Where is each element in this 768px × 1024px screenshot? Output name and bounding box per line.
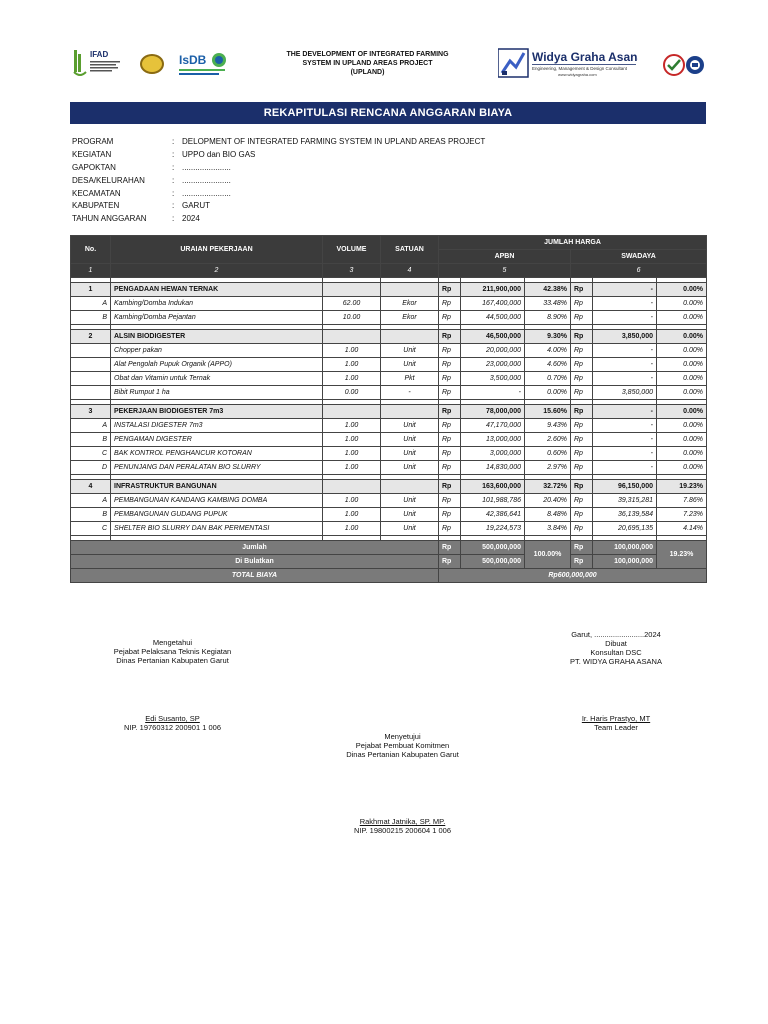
sig-right-name: Ir. Haris Prastyo, MT <box>581 714 651 723</box>
item-apbn: 42,386,641 <box>461 508 525 522</box>
currency-label: Rp <box>439 358 461 372</box>
summary-dibulatkan-swadaya: 100,000,000 <box>593 555 657 569</box>
table-row <box>71 433 707 447</box>
page-title-banner: REKAPITULASI RENCANA ANGGARAN BIAYA <box>70 102 706 124</box>
item-swadaya-pct: 4.14% <box>657 522 707 536</box>
col-number: 6 <box>571 264 707 278</box>
total-label: TOTAL BIAYA <box>71 569 439 583</box>
item-apbn: 20,000,000 <box>461 344 525 358</box>
info-value: GARUT <box>182 201 210 211</box>
summary-dibulatkan-row <box>71 555 707 569</box>
col-number: 1 <box>71 264 111 278</box>
item-code: A <box>71 297 111 311</box>
item-apbn: 23,000,000 <box>461 358 525 372</box>
item-swadaya: 36,139,584 <box>593 508 657 522</box>
project-title <box>270 50 465 77</box>
section-apbn: 163,600,000 <box>461 480 525 494</box>
item-code: B <box>71 508 111 522</box>
header-uraian: URAIAN PEKERJAAN <box>111 236 323 264</box>
info-colon: : <box>172 162 175 172</box>
sig-right-line1: Dibuat <box>605 639 627 648</box>
item-swadaya: - <box>593 419 657 433</box>
item-apbn-pct: 4.00% <box>525 344 571 358</box>
item-swadaya: 3,850,000 <box>593 386 657 400</box>
info-colon: : <box>172 137 175 146</box>
summary-dibulatkan-apbn: 500,000,000 <box>461 555 525 569</box>
currency-label: Rp <box>439 433 461 447</box>
project-title-line: THE DEVELOPMENT OF INTEGRATED FARMING <box>286 51 449 58</box>
item-apbn: 47,170,000 <box>461 419 525 433</box>
table-row <box>71 372 707 386</box>
item-name: PENUNJANG DAN PERALATAN BIO SLURRY <box>111 461 323 475</box>
item-volume: 10.00 <box>323 311 381 325</box>
item-apbn-pct: 9.43% <box>525 419 571 433</box>
item-swadaya-pct: 0.00% <box>657 419 707 433</box>
item-code: B <box>71 311 111 325</box>
info-value: UPPO dan BIO GAS <box>182 149 256 159</box>
sig-center-line2: Pejabat Pembuat Komitmen <box>355 741 450 750</box>
sig-center-name: Rakhmat Jatnika, SP. MP. <box>359 817 446 826</box>
sig-left-nip: NIP. 19760312 200901 1 006 <box>123 723 222 732</box>
col-number: 2 <box>111 264 323 278</box>
wga-logo <box>498 47 638 79</box>
header-no: No. <box>71 236 111 264</box>
section-satuan <box>381 480 439 494</box>
table-row <box>71 311 707 325</box>
item-apbn-pct: 8.48% <box>525 508 571 522</box>
info-value: ...................... <box>182 162 231 172</box>
info-label: KABUPATEN <box>72 201 120 211</box>
section-apbn-pct: 9.30% <box>525 330 571 344</box>
info-label: PROGRAM <box>72 137 114 146</box>
table-row <box>71 494 707 508</box>
header-jumlah-harga: JUMLAH HARGA <box>439 236 707 250</box>
item-satuan: Unit <box>381 494 439 508</box>
currency-label: Rp <box>571 372 593 386</box>
info-value: 2024 <box>182 214 200 224</box>
total-value: Rp600,000,000 <box>439 569 707 583</box>
item-apbn: - <box>461 386 525 400</box>
isdb-logo <box>177 50 229 78</box>
item-code: D <box>71 461 111 475</box>
item-apbn: 44,500,000 <box>461 311 525 325</box>
item-name: PENGAMAN DIGESTER <box>111 433 323 447</box>
currency-label: Rp <box>571 508 593 522</box>
government-seal-icon <box>140 54 164 74</box>
item-apbn: 167,400,000 <box>461 297 525 311</box>
item-satuan: Unit <box>381 461 439 475</box>
certification-badge-icon <box>662 53 706 77</box>
info-colon: : <box>172 149 175 159</box>
currency-label: Rp <box>439 461 461 475</box>
section-swadaya: - <box>593 283 657 297</box>
info-value: DELOPMENT OF INTEGRATED FARMING SYSTEM IN UPLAND AREAS PROJECT <box>182 137 486 146</box>
item-apbn: 19,224,573 <box>461 522 525 536</box>
item-name: Chopper pakan <box>111 344 323 358</box>
section-swadaya: 3,850,000 <box>593 330 657 344</box>
sig-center-nip: NIP. 19800215 200604 1 006 <box>353 826 452 835</box>
currency-label: Rp <box>439 541 461 555</box>
currency-label: Rp <box>439 419 461 433</box>
currency-label: Rp <box>571 358 593 372</box>
sig-right-role: Team Leader <box>594 723 638 732</box>
item-code: B <box>71 433 111 447</box>
info-value: ...................... <box>182 188 231 198</box>
item-volume: 62.00 <box>323 297 381 311</box>
col-number: 4 <box>381 264 439 278</box>
project-title-line: (UPLAND) <box>350 69 385 76</box>
section-no: 4 <box>71 480 111 494</box>
table-row <box>71 358 707 372</box>
item-code <box>71 344 111 358</box>
section-satuan <box>381 283 439 297</box>
currency-label: Rp <box>439 344 461 358</box>
info-colon: : <box>172 175 175 185</box>
info-label: KECAMATAN <box>72 188 121 198</box>
item-swadaya: 39,315,281 <box>593 494 657 508</box>
section-swadaya-pct: 19.23% <box>657 480 707 494</box>
item-name: BAK KONTROL PENGHANCUR KOTORAN <box>111 447 323 461</box>
currency-label: Rp <box>571 419 593 433</box>
isdb-name: IsDB <box>179 53 207 67</box>
item-name: Kambing/Domba Pejantan <box>111 311 323 325</box>
currency-label: Rp <box>571 541 593 555</box>
section-row <box>71 405 707 419</box>
signature-left <box>100 638 245 665</box>
item-apbn-pct: 33.48% <box>525 297 571 311</box>
section-no: 3 <box>71 405 111 419</box>
item-satuan: Ekor <box>381 297 439 311</box>
header-satuan: SATUAN <box>381 236 439 264</box>
currency-label: Rp <box>571 297 593 311</box>
wga-url: www.widyagraha.com <box>558 72 597 77</box>
currency-label: Rp <box>571 433 593 447</box>
item-swadaya: - <box>593 297 657 311</box>
table-row <box>71 297 707 311</box>
info-label: GAPOKTAN <box>72 162 116 172</box>
currency-label: Rp <box>439 508 461 522</box>
info-colon: : <box>172 214 175 224</box>
signature-left-name <box>100 714 245 732</box>
item-name: Bibit Rumput 1 ha <box>111 386 323 400</box>
item-name: PEMBANGUNAN KANDANG KAMBING DOMBA <box>111 494 323 508</box>
item-swadaya-pct: 0.00% <box>657 344 707 358</box>
item-swadaya: 20,695,135 <box>593 522 657 536</box>
item-swadaya: - <box>593 344 657 358</box>
signature-center <box>330 732 475 759</box>
section-apbn: 78,000,000 <box>461 405 525 419</box>
info-label: TAHUN ANGGARAN <box>72 214 147 224</box>
item-name: INSTALASI DIGESTER 7m3 <box>111 419 323 433</box>
item-apbn-pct: 4.60% <box>525 358 571 372</box>
signature-right <box>548 630 684 666</box>
item-swadaya: - <box>593 433 657 447</box>
section-volume <box>323 330 381 344</box>
section-swadaya: 96,150,000 <box>593 480 657 494</box>
item-code: A <box>71 494 111 508</box>
item-satuan: Unit <box>381 447 439 461</box>
item-apbn-pct: 0.00% <box>525 386 571 400</box>
summary-jumlah-swadaya: 100,000,000 <box>593 541 657 555</box>
currency-label: Rp <box>439 447 461 461</box>
currency-label: Rp <box>439 405 461 419</box>
section-swadaya-pct: 0.00% <box>657 330 707 344</box>
item-volume: 1.00 <box>323 461 381 475</box>
signature-right-name <box>548 714 684 732</box>
currency-label: Rp <box>439 283 461 297</box>
item-apbn: 101,988,786 <box>461 494 525 508</box>
section-volume <box>323 480 381 494</box>
currency-label: Rp <box>439 311 461 325</box>
item-code <box>71 372 111 386</box>
item-volume: 1.00 <box>323 372 381 386</box>
item-apbn-pct: 0.70% <box>525 372 571 386</box>
item-satuan: Unit <box>381 419 439 433</box>
section-row <box>71 480 707 494</box>
info-colon: : <box>172 188 175 198</box>
item-apbn-pct: 3.84% <box>525 522 571 536</box>
item-swadaya-pct: 7.23% <box>657 508 707 522</box>
item-code: C <box>71 522 111 536</box>
currency-label: Rp <box>571 555 593 569</box>
item-satuan: Unit <box>381 344 439 358</box>
item-volume: 1.00 <box>323 508 381 522</box>
table-row <box>71 419 707 433</box>
item-apbn: 3,500,000 <box>461 372 525 386</box>
section-swadaya-pct: 0.00% <box>657 283 707 297</box>
currency-label: Rp <box>571 522 593 536</box>
summary-swadaya-pct: 19.23% <box>657 541 707 569</box>
currency-label: Rp <box>571 311 593 325</box>
item-satuan: Unit <box>381 508 439 522</box>
item-apbn-pct: 8.90% <box>525 311 571 325</box>
info-value: ...................... <box>182 175 231 185</box>
currency-label: Rp <box>571 447 593 461</box>
section-no: 1 <box>71 283 111 297</box>
summary-total-row <box>71 569 707 583</box>
col-number: 5 <box>439 264 571 278</box>
item-volume: 1.00 <box>323 447 381 461</box>
item-swadaya: - <box>593 358 657 372</box>
section-title: PEKERJAAN BIODIGESTER 7m3 <box>111 405 323 419</box>
wga-name: Widya Graha Asana <box>532 50 638 64</box>
currency-label: Rp <box>571 386 593 400</box>
currency-label: Rp <box>571 405 593 419</box>
item-volume: 1.00 <box>323 419 381 433</box>
section-row <box>71 283 707 297</box>
currency-label: Rp <box>571 283 593 297</box>
table-row <box>71 461 707 475</box>
item-satuan: Pkt <box>381 372 439 386</box>
header-swadaya: SWADAYA <box>571 250 707 264</box>
currency-label: Rp <box>439 522 461 536</box>
item-apbn-pct: 0.60% <box>525 447 571 461</box>
item-satuan: Unit <box>381 522 439 536</box>
budget-table <box>70 235 707 583</box>
item-swadaya-pct: 0.00% <box>657 433 707 447</box>
currency-label: Rp <box>439 297 461 311</box>
sig-left-line2: Pejabat Pelaksana Teknis Kegiatan <box>113 647 232 656</box>
ifad-logo <box>72 48 128 78</box>
sig-right-line2: Konsultan DSC <box>590 648 642 657</box>
currency-label: Rp <box>439 494 461 508</box>
table-row <box>71 508 707 522</box>
item-volume: 1.00 <box>323 358 381 372</box>
section-satuan <box>381 330 439 344</box>
item-apbn-pct: 2.60% <box>525 433 571 447</box>
currency-label: Rp <box>571 461 593 475</box>
header-apbn: APBN <box>439 250 571 264</box>
item-volume: 0.00 <box>323 386 381 400</box>
col-number: 3 <box>323 264 381 278</box>
item-swadaya-pct: 0.00% <box>657 386 707 400</box>
table-row <box>71 344 707 358</box>
item-satuan: - <box>381 386 439 400</box>
currency-label: Rp <box>439 386 461 400</box>
section-volume <box>323 405 381 419</box>
currency-label: Rp <box>571 480 593 494</box>
sig-center-line3: Dinas Pertanian Kabupaten Garut <box>346 750 459 759</box>
item-code <box>71 358 111 372</box>
summary-jumlah-row <box>71 541 707 555</box>
summary-jumlah-apbn: 500,000,000 <box>461 541 525 555</box>
item-swadaya-pct: 0.00% <box>657 372 707 386</box>
item-satuan: Unit <box>381 433 439 447</box>
sig-left-line1: Mengetahui <box>152 638 193 647</box>
table-row <box>71 447 707 461</box>
info-label: KEGIATAN <box>72 149 112 159</box>
currency-label: Rp <box>571 330 593 344</box>
item-volume: 1.00 <box>323 344 381 358</box>
item-swadaya-pct: 0.00% <box>657 311 707 325</box>
item-swadaya: - <box>593 461 657 475</box>
sig-center-line1: Menyetujui <box>384 732 421 741</box>
sig-right-date: Garut, ........................2024 <box>571 630 661 639</box>
item-swadaya-pct: 0.00% <box>657 358 707 372</box>
sig-left-line3: Dinas Pertanian Kabupaten Garut <box>116 656 229 665</box>
item-swadaya-pct: 7.86% <box>657 494 707 508</box>
currency-label: Rp <box>439 555 461 569</box>
section-apbn: 211,900,000 <box>461 283 525 297</box>
item-apbn: 14,830,000 <box>461 461 525 475</box>
section-no: 2 <box>71 330 111 344</box>
project-title-line: SYSTEM IN UPLAND AREAS PROJECT <box>302 60 433 67</box>
item-name: Obat dan Vitamin untuk Ternak <box>111 372 323 386</box>
item-name: SHELTER BIO SLURRY DAN BAK PERMENTASI <box>111 522 323 536</box>
section-title: ALSIN BIODIGESTER <box>111 330 323 344</box>
sig-right-line3: PT. WIDYA GRAHA ASANA <box>570 657 662 666</box>
item-code: C <box>71 447 111 461</box>
signature-center-name <box>330 817 475 835</box>
item-swadaya-pct: 0.00% <box>657 461 707 475</box>
item-name: PEMBANGUNAN GUDANG PUPUK <box>111 508 323 522</box>
item-volume: 1.00 <box>323 433 381 447</box>
section-swadaya-pct: 0.00% <box>657 405 707 419</box>
item-swadaya: - <box>593 372 657 386</box>
currency-label: Rp <box>571 494 593 508</box>
sig-left-name: Edi Susanto, SP <box>145 714 200 723</box>
item-swadaya: - <box>593 311 657 325</box>
item-volume: 1.00 <box>323 522 381 536</box>
item-name: Kambing/Domba Indukan <box>111 297 323 311</box>
table-row <box>71 386 707 400</box>
section-apbn: 46,500,000 <box>461 330 525 344</box>
summary-apbn-pct: 100.00% <box>525 541 571 569</box>
info-label: DESA/KELURAHAN <box>72 175 145 185</box>
item-swadaya-pct: 0.00% <box>657 447 707 461</box>
item-apbn-pct: 2.97% <box>525 461 571 475</box>
item-code <box>71 386 111 400</box>
item-code: A <box>71 419 111 433</box>
info-colon: : <box>172 201 175 211</box>
ifad-name: IFAD <box>90 50 109 59</box>
item-swadaya: - <box>593 447 657 461</box>
summary-dibulatkan-label: Di Bulatkan <box>71 555 439 569</box>
item-satuan: Unit <box>381 358 439 372</box>
item-apbn: 13,000,000 <box>461 433 525 447</box>
item-satuan: Ekor <box>381 311 439 325</box>
table-row <box>71 522 707 536</box>
section-apbn-pct: 32.72% <box>525 480 571 494</box>
item-name: Alat Pengolah Pupuk Organik (APPO) <box>111 358 323 372</box>
section-row <box>71 330 707 344</box>
header-volume: VOLUME <box>323 236 381 264</box>
section-satuan <box>381 405 439 419</box>
summary-jumlah-label: Jumlah <box>71 541 439 555</box>
item-volume: 1.00 <box>323 494 381 508</box>
wga-sub: Engineering, Management & Design Consultant <box>532 66 628 71</box>
section-title: INFRASTRUKTUR BANGUNAN <box>111 480 323 494</box>
item-apbn-pct: 20.40% <box>525 494 571 508</box>
section-title: PENGADAAN HEWAN TERNAK <box>111 283 323 297</box>
section-apbn-pct: 15.60% <box>525 405 571 419</box>
item-swadaya-pct: 0.00% <box>657 297 707 311</box>
section-volume <box>323 283 381 297</box>
section-swadaya: - <box>593 405 657 419</box>
currency-label: Rp <box>439 330 461 344</box>
section-apbn-pct: 42.38% <box>525 283 571 297</box>
currency-label: Rp <box>571 344 593 358</box>
currency-label: Rp <box>439 372 461 386</box>
item-apbn: 3,000,000 <box>461 447 525 461</box>
currency-label: Rp <box>439 480 461 494</box>
